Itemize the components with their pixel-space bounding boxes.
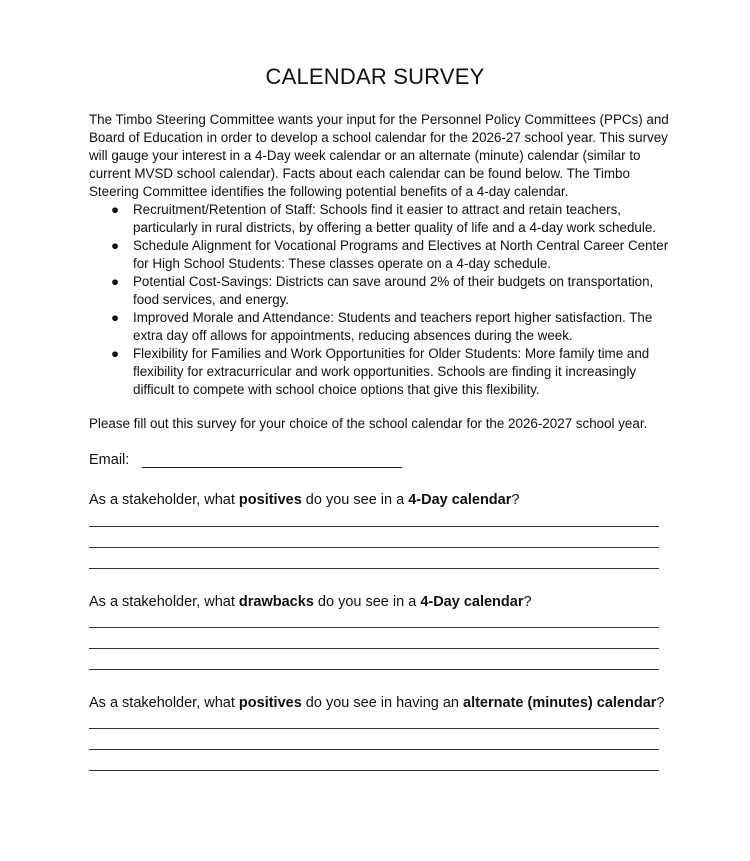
list-item [89,201,669,237]
question-text: ? [656,695,665,711]
list-item [89,309,669,345]
intro-section [89,111,669,399]
answer-line[interactable] [89,669,659,670]
bullet-text: Flexibility for Families and Work Opportunities for Older Students: More family time and flexibility for extracurricular and work opportunities. Schools are finding it increasingly difficult to compete with school choice options that give this flexibility. [133,346,650,397]
list-item [89,237,669,273]
answer-line[interactable] [89,526,659,527]
answer-line[interactable] [89,728,659,729]
answer-line[interactable] [89,627,659,628]
question-text: do you see in having an [301,695,464,711]
page-title: CALENDAR SURVEY [265,64,485,89]
question-text: do you see in a [313,594,421,610]
bullet-icon: ● [111,310,120,325]
question-text: As a stakeholder, what [89,695,239,711]
email-label: Email: [89,452,130,468]
question-3 [89,695,665,711]
bullet-icon: ● [111,274,120,289]
answer-line[interactable] [89,770,659,771]
question-emphasis: positives [238,492,302,508]
question-emphasis: drawbacks [238,594,314,610]
question-emphasis: 4-Day calendar [420,594,524,610]
question-text: ? [511,492,520,508]
question-2 [89,594,532,610]
list-item [89,345,669,399]
bullet-icon: ● [111,238,120,253]
answer-line[interactable] [89,568,659,569]
bullet-text: Schedule Alignment for Vocational Programs and Electives at North Central Career Center for High School Students: These classes operate on a 4-day schedule. [133,238,669,271]
question-text: do you see in a [301,492,409,508]
bullet-text: Recruitment/Retention of Staff: Schools find it easier to attract and retain teachers, particularly in rural districts, by offering a better quality of life and a 4-day work schedule. [133,202,656,235]
intro-paragraph: The Timbo Steering Committee wants your input for the Personnel Policy Committees (PPCs) and Board of Education in order to develop a school calendar for the 2026-27 school year. This survey will gauge your interest in a 4-Day week calendar or an alternate (minute) calendar (similar to current MVSD school calendar). Facts about each calendar can be found below. The Timbo Steering Committee identifies the following potential benefits of a 4-day calendar. [89,112,669,199]
question-text: As a stakeholder, what [89,492,239,508]
question-1 [89,492,519,508]
answer-line[interactable] [89,648,659,649]
bullet-text: Improved Morale and Attendance: Students and teachers report higher satisfaction. The extra day off allows for appointments, reducing absences during the week. [133,310,653,343]
email-field[interactable] [142,453,402,468]
question-emphasis: positives [238,695,302,711]
bullet-text: Potential Cost-Savings: Districts can save around 2% of their budgets on transportation, food services, and energy. [133,274,654,307]
answer-line[interactable] [89,547,659,548]
bullet-icon: ● [111,202,120,217]
list-item [89,273,669,309]
answer-line[interactable] [89,749,659,750]
question-emphasis: 4-Day calendar [408,492,512,508]
bullet-icon: ● [111,346,120,361]
email-field-row [89,452,402,468]
question-text: As a stakeholder, what [89,594,239,610]
question-emphasis: alternate (minutes) calendar [463,695,657,711]
question-text: ? [523,594,532,610]
benefits-list [89,201,669,399]
fill-instruction: Please fill out this survey for your choice of the school calendar for the 2026-2027 school year. [89,416,648,431]
